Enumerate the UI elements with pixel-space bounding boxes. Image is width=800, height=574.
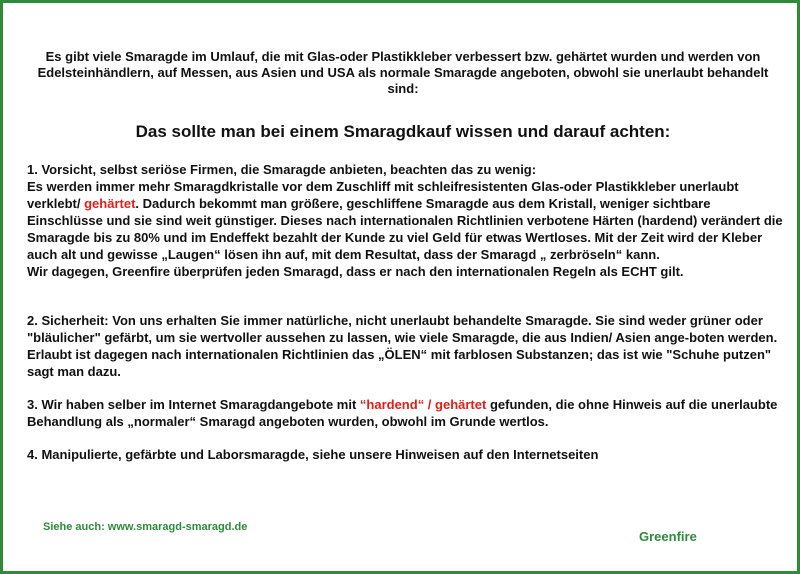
paragraph-4: 4. Manipulierte, gefärbte und Laborsmaragde, siehe unsere Hinweisen auf den Internetseiten bbox=[27, 447, 599, 462]
paragraph-1-text-b: . Dadurch bekommt man größere, geschliffene Smaragde aus dem Kristall, weniger sichtbare Einschlüsse und sie sind weit günstiger. Dieses nach internationalen Richtlinien verbotene Härten (hardend) verändert die Smaragde bis zu 80% und im Endeffekt bezahlt der Kunde zu viel Geld für etwas Wertloses. Mit der Zeit wird der Kleber auch alt und gewisse „Laugen“ lösen ihn auf, mit dem Resultat, dass der Smaragd „ zerbröseln“ kann. bbox=[27, 196, 783, 262]
highlight-gehaertet: gehärtet bbox=[84, 196, 136, 211]
brand-signature: Greenfire bbox=[639, 529, 697, 544]
highlight-hardend: “hardend“ / gehärtet bbox=[359, 397, 487, 412]
paragraph-1-title: 1. Vorsicht, selbst seriöse Firmen, die Smaragde anbieten, beachten das zu wenig: bbox=[27, 162, 537, 177]
paragraph-1-text-a: Es werden immer mehr Smaragdkristalle vor dem Zuschliff mit schleifresistenten Glas-oder Plastikkleber unerlaubt verklebt/ bbox=[27, 179, 739, 211]
paragraph-2: 2. Sicherheit: Von uns erhalten Sie immer natürliche, nicht unerlaubt behandelte Smaragde. Sie sind weder grüner oder "bläulicher" gefärbt, um sie wertvoller aussehen zu lassen, wie viele Smaragde, die aus Indien/ Asien ange-boten werden. Erlaubt ist dagegen nach internationalen Richtlinien das „ÖLEN“ mit farblosen Substanzen; das ist wie "Schuhe putzen" sagt man dazu. bbox=[27, 313, 778, 379]
paragraph-3-text-b: gefunden, die ohne Hinweis auf die unerlaubte Behandlung als „normaler“ Smaragd angeboten wurden, obwohl im Grunde wertlos. bbox=[27, 397, 778, 429]
paragraph-1 bbox=[27, 161, 787, 280]
paragraph-1-conclusion: Wir dagegen, Greenfire überprüfen jeden Smaragd, dass er nach den internationalen Regeln als ECHT gilt. bbox=[27, 264, 684, 279]
paragraph-3 bbox=[27, 396, 787, 430]
page-heading: Das sollte man bei einem Smaragdkauf wissen und darauf achten: bbox=[135, 122, 671, 141]
intro-text: Es gibt viele Smaragde im Umlauf, die mit Glas-oder Plastikkleber verbessert bzw. gehärtet wurden und werden von Edelsteinhändlern, auf Messen, aus Asien und USA als normale Smaragde angeboten, obwohl sie unerlaubt behandelt sind: bbox=[37, 49, 769, 96]
paragraph-3-text-a: 3. Wir haben selber im Internet Smaragdangebote mit bbox=[27, 397, 360, 412]
paragraph-1-body bbox=[27, 178, 787, 263]
see-also-link: Siehe auch: www.smaragd-smaragd.de bbox=[43, 521, 248, 533]
